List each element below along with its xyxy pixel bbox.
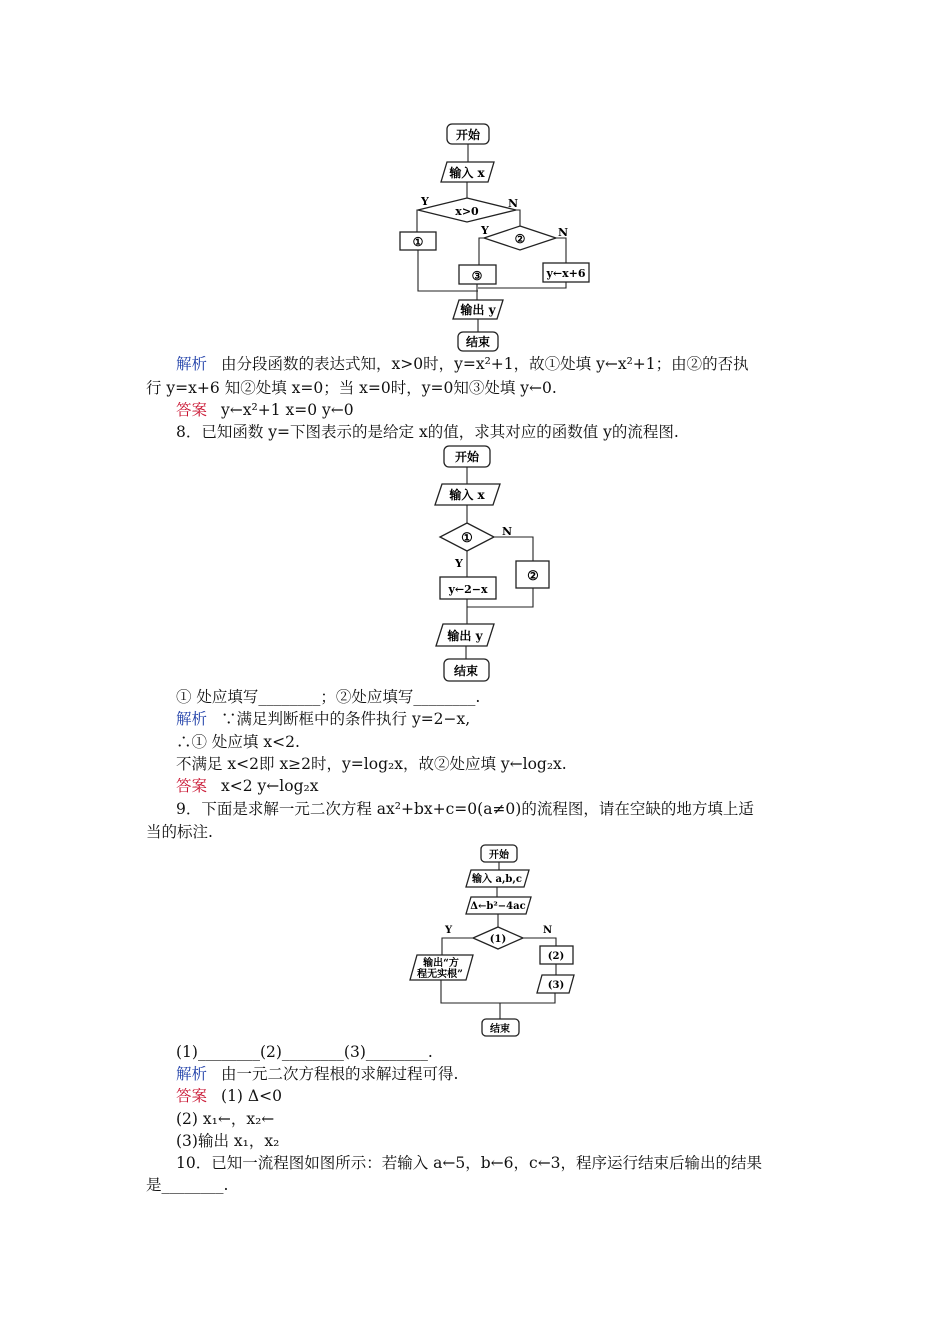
fc1-no-label: N [508,197,519,210]
fc2-yes-label: Y [455,557,463,570]
q9-blanks: (1)________(2)________(3)________. [176,1043,433,1061]
q9-jiexi-label: 解析 [176,1065,208,1083]
q8-jiexi-label: 解析 [176,710,208,728]
q8-blanks: ① 处应填写________；②处应填写________. [176,688,481,706]
fc1-yes-label: Y [421,195,429,208]
fc3-input-text: 输入 a,b,c [471,874,523,885]
q9-answer-1: (1) Δ<0 [221,1087,282,1105]
fc3-box-3-text: (3) [547,980,565,991]
q8-jiexi-text-2: ∴① 处应填 x<2. [176,733,300,751]
q9-answer-2: (2) x₁←，x₂← [176,1110,275,1128]
fc3-box-2-text: (2) [547,951,565,962]
fc1-decision-text: x>0 [455,205,479,218]
fc1-input-text: 输入 x [449,166,485,180]
fc3-yes-label: Y [445,925,453,936]
q8-jiexi-text-3: 不满足 x<2即 x≥2时，y=log₂x，故②处应填 y←log₂x. [176,755,567,773]
q7-jiexi-text-1: 由分段函数的表达式知，x>0时，y=x²+1，故①处填 y←x²+1；由②的否执 [221,355,749,373]
q8-jiexi-line-1 [176,708,470,730]
q9-stem-2: 当的标注. [146,823,213,841]
q9-answer-line [176,1085,282,1107]
q7-answer-label: 答案 [176,401,208,419]
fc2-box-yes-text: y←2−x [448,583,488,596]
fc2-decision-text: ① [461,531,473,546]
fc1-output-text: 输出 y [460,303,496,317]
fc3-decision-text: (1) [489,934,507,945]
fc3-start-text: 开始 [489,850,509,861]
fc2-start-text: 开始 [454,450,480,464]
q9-answer-label: 答案 [176,1087,208,1105]
fc1-box-3-text: ③ [471,269,483,283]
fc2-input-text: 输入 x [449,488,485,502]
fc1-end-text: 结束 [465,335,491,349]
q9-jiexi-line [176,1063,458,1085]
q8-answer-label: 答案 [176,777,208,795]
flowchart-2 [435,446,549,681]
q9-jiexi-text: 由一元二次方程根的求解过程可得. [221,1065,459,1083]
q10-stem-2: 是________. [146,1176,229,1194]
q8-answer: x<2 y←log₂x [221,777,319,795]
q7-answer-line [176,399,354,421]
q8-jiexi-text-1: ∵满足判断框中的条件执行 y=2−x, [221,710,471,728]
fc1-start-text: 开始 [455,128,481,142]
fc3-delta-text: Δ←b²−4ac [470,901,526,912]
fc2-box-no-text: ② [527,569,539,584]
q9-answer-3: (3)输出 x₁，x₂ [176,1132,280,1150]
fc2-end-text: 结束 [453,664,479,678]
fc3-output-none-line1: 输出“方 [423,958,459,969]
q10-stem-1: 10．已知一流程图如图所示：若输入 a←5，b←6，c←3，程序运行结束后输出的结果 [176,1154,763,1172]
fc3-end-text: 结束 [490,1024,510,1035]
fc1-box-1-text: ① [412,235,424,249]
q7-jiexi-text-2: 行 y=x+6 知②处填 x=0；当 x=0时，y=0知③处填 y←0. [146,379,557,397]
q8-answer-line [176,775,318,797]
fc1-decision-2-text: ② [514,232,526,246]
fc1-no2-label: N [558,226,569,239]
q7-jiexi-line-1 [176,353,749,375]
q7-answer: y←x²+1 x=0 y←0 [221,401,354,419]
q8-stem: 8．已知函数 y=下图表示的是给定 x的值，求其对应的函数值 y的流程图. [176,423,679,441]
fc2-no-label: N [502,525,513,538]
q7-jiexi-label: 解析 [176,355,208,373]
flowchart-3 [410,845,574,1036]
fc1-yes2-label: Y [481,224,489,237]
q9-stem-1: 9．下面是求解一元二次方程 ax²+bx+c=0(a≠0)的流程图，请在空缺的地方填上适 [176,800,754,818]
fc1-box-4-text: y←x+6 [546,267,586,280]
fc3-no-label: N [543,925,553,936]
fc2-output-text: 输出 y [447,629,483,643]
fc3-output-none-line2: 程无实根” [417,969,463,980]
